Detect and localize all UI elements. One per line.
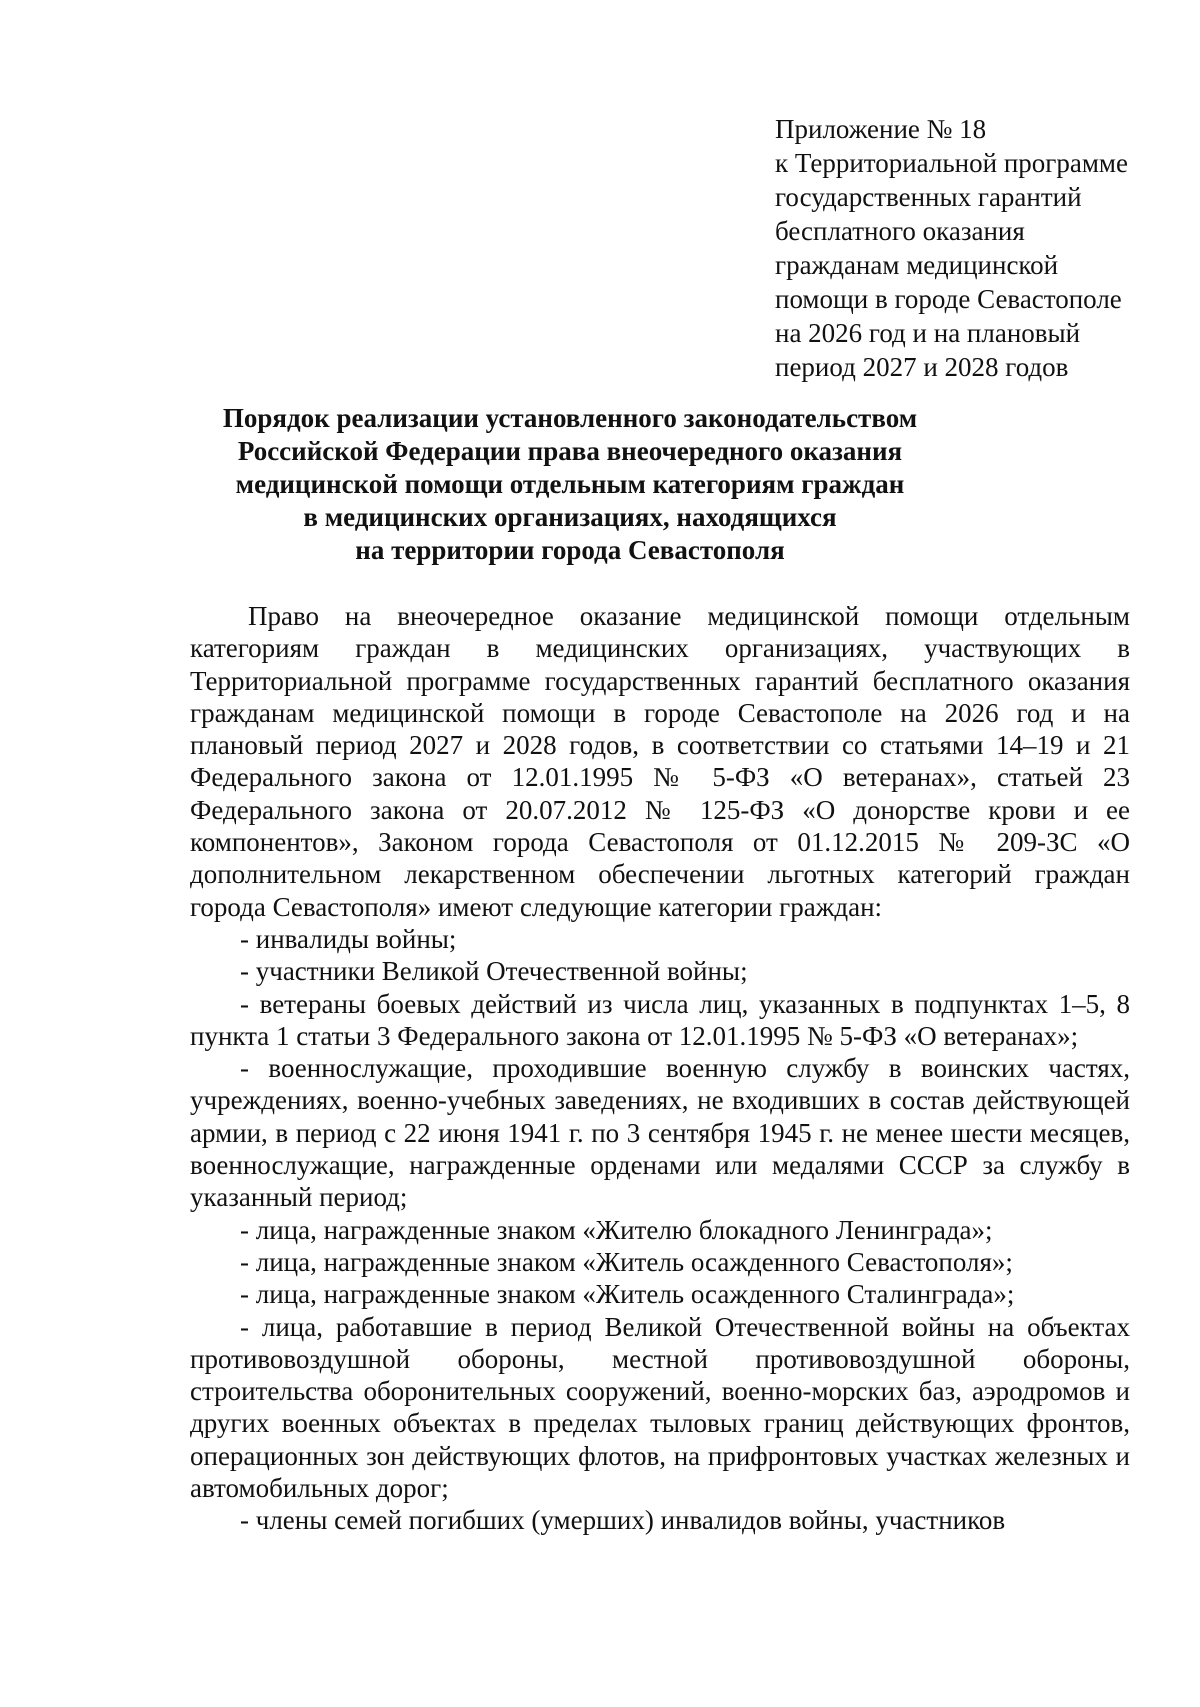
list-item: - лица, награжденные знаком «Житель осажденного Сталинграда»; [240,1279,1015,1310]
appendix-line: на 2026 год и на плановый [775,318,1081,348]
list-item: - инвалиды войны; [240,923,457,954]
list-item: - военнослужащие, проходившие военную службу в воинских частях, учреждениях, военно-учебных заведениях, не входивших в состав действующей армии, в период с 22 июня 1941 г. по 3 сентября 1945 г. не менее шести месяцев, военнослужащие, награжденные орденами или медалями СССР за службу в указанный период; [190,1053,1130,1213]
title-line: Порядок реализации установленного законодательством [222,403,918,433]
document-title [200,402,940,567]
document-body [190,600,1130,1537]
appendix-line: государственных гарантий [775,182,1082,212]
list-item: - ветераны боевых действий из числа лиц, указанных в подпунктах 1–5, 8 пункта 1 статьи 3 Федерального закона от 12.01.1995 № 5-ФЗ «О ветеранах»; [190,988,1130,1051]
appendix-line: бесплатного оказания [775,216,1025,246]
intro-paragraph: Право на внеочередное оказание медицинской помощи отдельным категориям граждан в медицинских организациях, участвующих в Территориальной программе государственных гарантий бесплатного оказания гражданам медицинской помощи в городе Севастополе на 2026 год и на плановый период 2027 и 2028 годов, в соответствии со статьями 14–19 и 21 Федерального закона от 12.01.1995 № 5-ФЗ «О ветеранах», статьей 23 Федерального закона от 20.07.2012 № 125-ФЗ «О донорстве крови и ее компонентов», Законом города Севастополя от 01.12.2015 № 209-ЗС «О дополнительном лекарственном обеспечении льготных категорий граждан города Севастополя» имеют следующие категории граждан: [190,601,1130,922]
title-line: на территории города Севастополя [355,535,785,565]
list-item: - участники Великой Отечественной войны; [240,956,748,987]
list-item: - лица, награжденные знаком «Жителю блокадного Ленинграда»; [240,1214,993,1245]
appendix-line: к Территориальной программе [775,148,1128,178]
list-item: - члены семей погибших (умерших) инвалидов войны, участников [240,1505,1006,1536]
title-line: медицинской помощи отдельным категориям граждан [235,469,905,499]
appendix-header [775,112,1128,384]
appendix-line: Приложение № 18 [775,114,987,144]
list-item: - лица, работавшие в период Великой Отечественной войны на объектах противовоздушной обороны, местной противовоздушной обороны, строительства оборонительных сооружений, военно-морских баз, аэродромов и других военных объектах в пределах тыловых границ действующих фронтов, операционных зон действующих флотов, на прифронтовых участках железных и автомобильных дорог; [190,1311,1130,1504]
title-line: Российской Федерации права внеочередного оказания [237,436,903,466]
list-item: - лица, награжденные знаком «Житель осажденного Севастополя»; [240,1246,1013,1277]
appendix-line: помощи в городе Севастополе [775,284,1122,314]
appendix-line: гражданам медицинской [775,250,1059,280]
title-line: в медицинских организациях, находящихся [303,502,837,532]
appendix-line: период 2027 и 2028 годов [775,352,1069,382]
